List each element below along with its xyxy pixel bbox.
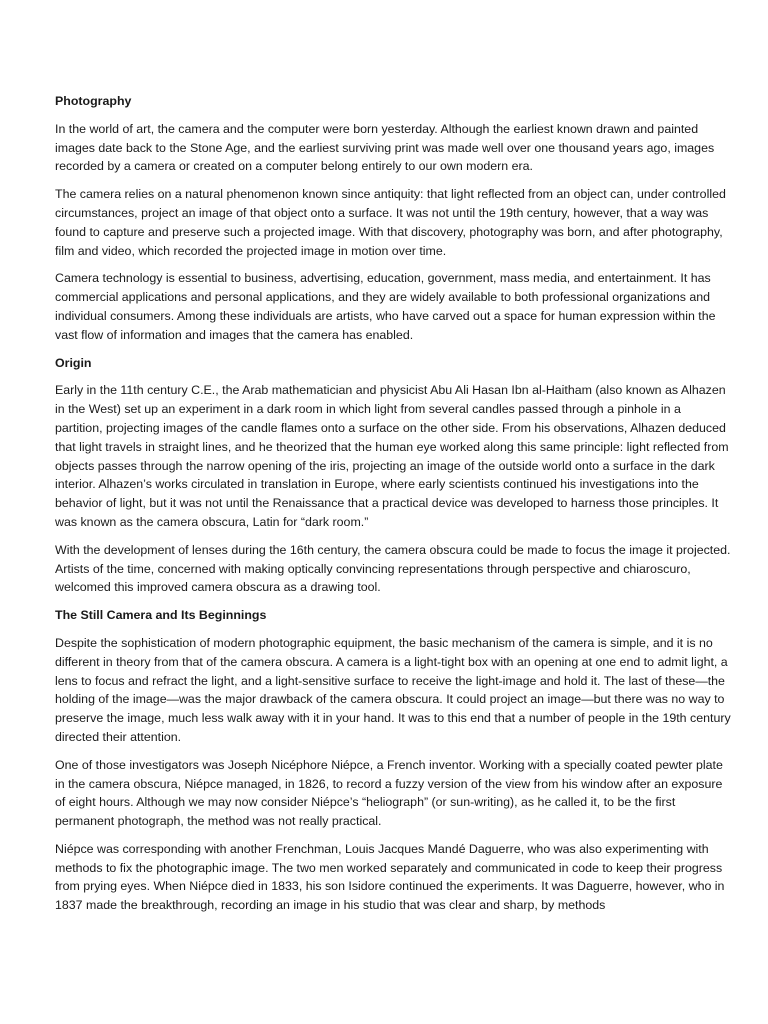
- paragraph: Despite the sophistication of modern photographic equipment, the basic mechanism of the camera is simple, and it is no different in theory from that of the camera obscura. A camera is a light-tight box with an opening at one end to admit light, a lens to focus and refract the light, and a light-sensitive surface to receive the light-image and hold it. The last of these—the holding of the image—was the major drawback of the camera obscura. It could project an image—but there was no way to preserve the image, much less walk away with it in your hand. It was to this end that a number of people in the 19th century directed their attention.: [55, 635, 731, 744]
- section-heading: Photography: [55, 94, 132, 108]
- paragraph: One of those investigators was Joseph Nicéphore Niépce, a French inventor. Working with a specially coated pewter plate in the camera obscura, Niépce managed, in 1826, to record a fuzzy version of the view from his window after an exposure of eight hours. Although we may now consider Niépce’s “heliograph” (or sun-writing), as he called it, to be the first permanent photograph, the method was not really practical.: [55, 757, 723, 829]
- paragraph: Camera technology is essential to business, advertising, education, government, mass media, and entertainment. It has commercial applications and personal applications, and they are widely available to both professional organizations and individual consumers. Among these individuals are artists, who have carved out a space for human expression within the vast flow of information and images that the camera has enabled.: [55, 271, 716, 342]
- section-origin: [55, 354, 731, 598]
- section-photography: [55, 92, 731, 345]
- section-still-camera: [55, 606, 731, 915]
- section-heading: The Still Camera and Its Beginnings: [55, 608, 267, 623]
- paragraph: With the development of lenses during the 16th century, the camera obscura could be made to focus the image it projected. Artists of the time, concerned with making optically convincing representations through perspective and chiaroscuro, welcomed this improved camera obscura as a drawing tool.: [55, 542, 731, 595]
- paragraph: In the world of art, the camera and the computer were born yesterday. Although the earliest known drawn and painted images date back to the Stone Age, and the earliest surviving print was made well over one thousand years ago, images recorded by a camera or created on a computer belong entirely to our own modern era.: [55, 121, 715, 174]
- document-page: [55, 92, 731, 924]
- paragraph: Early in the 11th century C.E., the Arab mathematician and physicist Abu Ali Hasan Ibn al-Haitham (also known as Alhazen in the West) set up an experiment in a dark room in which light from several candles passed through a pinhole in a partition, projecting images of the candle flames onto a surface on the other side. From his observations, Alhazen deduced that light travels in straight lines, and he theorized that the human eye worked along this same principle: light reflected from objects passes through the narrow opening of the iris, projecting an image of the outside world onto a surface in the dark interior. Alhazen’s works circulated in translation in Europe, where early scientists continued his investigations into the behavior of light, but it was not until the Renaissance that a practical device was developed to harness those principles. It was known as the camera obscura, Latin for “dark room.”: [55, 383, 729, 529]
- section-heading: Origin: [55, 355, 92, 370]
- paragraph: The camera relies on a natural phenomenon known since antiquity: that light reflected from an object can, under controlled circumstances, project an image of that object onto a surface. It was not until the 19th century, however, that a way was found to capture and preserve such a projected image. With that discovery, photography was born, and after photography, film and video, which recorded the projected image in motion over time.: [55, 187, 726, 258]
- paragraph: Niépce was corresponding with another Frenchman, Louis Jacques Mandé Daguerre, who was also experimenting with methods to fix the photographic image. The two men worked separately and communicated in code to keep their progress from prying eyes. When Niépce died in 1833, his son Isidore continued the experiments. It was Daguerre, however, who in 1837 made the breakthrough, recording an image in his studio that was clear and sharp, by methods: [55, 841, 725, 913]
